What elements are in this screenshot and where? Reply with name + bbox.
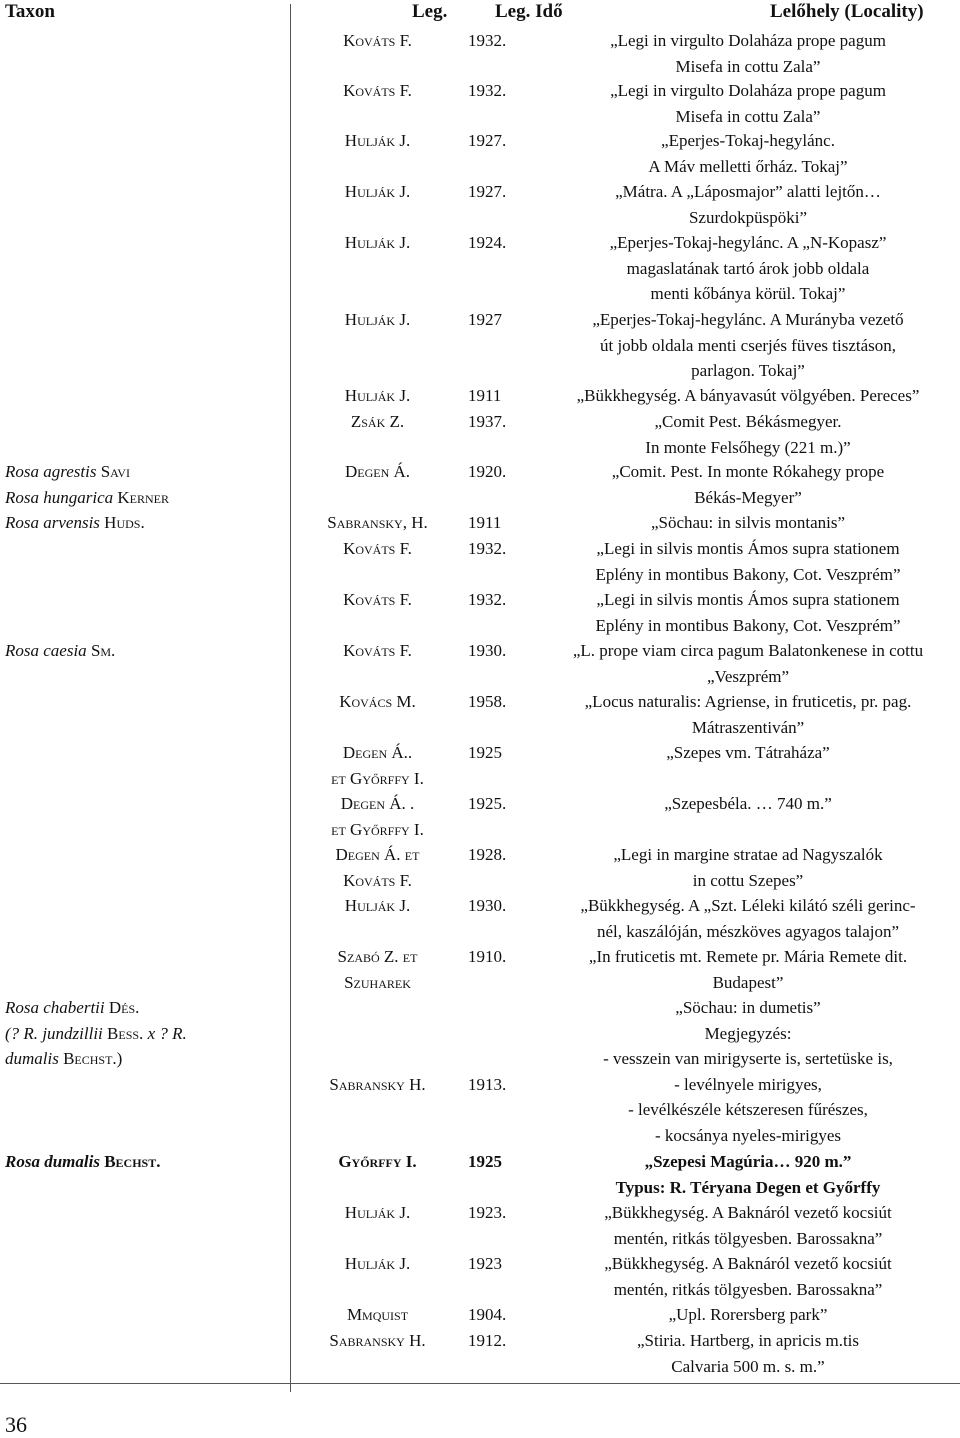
locality-cell-line: „Legi in silvis montis Ámos supra stationem [596, 539, 900, 558]
year-cell [468, 893, 523, 919]
locality-cell-line: Békás-Megyer” [694, 487, 802, 507]
year-cell [468, 791, 523, 817]
locality-cell-line: Mátraszentiván” [691, 717, 805, 737]
year-cell [468, 510, 523, 536]
locality-cell [538, 383, 958, 409]
collector-cell-line: et Győrffy I. [331, 768, 424, 788]
taxon-cell [5, 459, 287, 510]
year-cell [468, 459, 523, 485]
collector-cell [300, 409, 455, 435]
locality-cell [538, 179, 958, 230]
collector-cell-line: et Győrffy I. [331, 819, 424, 839]
page-number: 36 [5, 1412, 27, 1437]
locality-cell [538, 842, 958, 893]
locality-cell [538, 1328, 958, 1379]
locality-cell-line: „Söchau: in dumetis” [675, 998, 821, 1017]
collector-cell-line: Kováts F. [343, 870, 412, 890]
locality-cell-line: út jobb oldala menti cserjés füves tisztáson, [599, 335, 896, 355]
year-cell-line: 1932. [468, 31, 507, 50]
year-cell [468, 842, 523, 868]
locality-cell-line: - levélnyele mirigyes, [674, 1074, 822, 1094]
collector-cell [300, 230, 455, 256]
collector-cell [300, 944, 455, 995]
year-cell-line: 1932. [468, 81, 507, 100]
locality-cell-line: „Söchau: in silvis montanis” [650, 513, 846, 532]
locality-cell-line: menti kőbánya körül. Tokaj” [650, 284, 846, 303]
locality-cell-line: „Legi in virgulto Dolaháza prope pagum [610, 81, 886, 100]
collector-cell-line: Degen Á.. [342, 743, 413, 762]
taxon-cell-line: Rosa caesia Sm. [5, 641, 116, 660]
locality-cell-line: Misefa in cottu Zala” [675, 56, 821, 76]
locality-cell-line: „Comit. Pest. In monte Rókahegy prope [611, 462, 885, 481]
taxon-cell-line: Rosa chabertii Dés. [5, 998, 140, 1017]
locality-cell-line: „Legi in virgulto Dolaháza prope pagum [610, 31, 886, 50]
locality-cell-line: „Szepesbéla. … 740 m.” [664, 794, 832, 813]
locality-cell-line: „Eperjes-Tokaj-hegylánc. A „N-Kopasz” [609, 233, 887, 252]
locality-cell-line: Megjegyzés: [704, 1023, 792, 1043]
year-cell [468, 78, 523, 104]
collector-cell [300, 587, 455, 613]
locality-cell [538, 1149, 958, 1200]
collector-cell-line: Szabó Z. et [337, 947, 418, 966]
year-cell-line: 1927 [468, 310, 502, 329]
collector-cell [300, 128, 455, 154]
year-cell-line: 1927. [468, 131, 507, 150]
taxon-cell-line: Rosa dumalis Bechst. [5, 1152, 161, 1171]
year-cell-line: 1928. [468, 845, 507, 864]
year-cell-line: 1923. [468, 1203, 507, 1222]
year-cell [468, 307, 523, 333]
year-cell-line: 1911 [468, 386, 502, 405]
locality-cell-line: mentén, ritkás tölgyesben. Barossakna” [613, 1228, 883, 1248]
year-cell [468, 689, 523, 715]
locality-cell-line: „Legi in margine stratae ad Nagyszalók [613, 845, 883, 864]
collector-cell-line: Kováts F. [343, 590, 412, 609]
year-cell [468, 1072, 523, 1098]
locality-cell [538, 409, 958, 460]
locality-cell [538, 1200, 958, 1251]
locality-cell-line: „Eperjes-Tokaj-hegylánc. A Murányba vezető [592, 310, 904, 329]
year-cell-line: 1927. [468, 182, 507, 201]
year-cell-line: 1937. [468, 412, 507, 431]
collector-cell [300, 1149, 455, 1175]
header-leg-ido: Leg. Idő [495, 1, 563, 22]
collector-cell [300, 28, 455, 54]
collector-cell [300, 1302, 455, 1328]
locality-cell [538, 995, 958, 1148]
locality-cell-line: Misefa in cottu Zala” [675, 106, 821, 126]
year-cell-line: 1923 [468, 1254, 502, 1273]
locality-cell [538, 510, 958, 536]
taxon-cell-line: Rosa hungarica Kerner [5, 487, 170, 507]
year-cell [468, 28, 523, 54]
collector-cell-line: Kováts F. [343, 539, 412, 558]
year-cell-line: 1924. [468, 233, 507, 252]
year-cell-line: 1913. [468, 1075, 507, 1094]
collector-cell-line: Hulják J. [344, 1254, 411, 1273]
year-cell [468, 1251, 523, 1277]
locality-cell [538, 740, 958, 766]
taxon-cell [5, 638, 287, 664]
collector-cell [300, 740, 455, 791]
locality-cell-line: parlagon. Tokaj” [691, 361, 805, 380]
locality-cell-line: - levélkészéle kétszeresen fűrészes, [628, 1100, 868, 1119]
collector-cell-line: Hulják J. [344, 233, 411, 252]
locality-cell [538, 944, 958, 995]
locality-cell [538, 307, 958, 384]
year-cell-line: 1925 [468, 1152, 502, 1171]
year-cell [468, 740, 523, 766]
year-cell-line: 1912. [468, 1331, 507, 1350]
collector-cell [300, 383, 455, 409]
header-leg: Leg. [412, 1, 448, 22]
locality-cell-line: „Eperjes-Tokaj-hegylánc. [661, 131, 835, 150]
year-cell [468, 587, 523, 613]
collector-cell [300, 536, 455, 562]
locality-cell-line: Eplény in montibus Bakony, Cot. Veszprém” [595, 564, 901, 584]
locality-cell-line: „Locus naturalis: Agriense, in fruticetis, pr. pag. [584, 692, 912, 711]
locality-cell [538, 28, 958, 79]
collector-cell-line: Degen Á. [344, 462, 411, 481]
collector-cell [300, 1200, 455, 1226]
collector-cell-line: Hulják J. [344, 896, 411, 915]
locality-cell [538, 459, 958, 510]
year-cell-line: 1958. [468, 692, 507, 711]
locality-cell-line: „Stiria. Hartberg, in apricis m.tis [636, 1331, 860, 1350]
locality-cell-line: Calvaria 500 m. s. m.” [671, 1356, 825, 1376]
collector-cell [300, 689, 455, 715]
collector-cell-line: Kováts F. [343, 641, 412, 660]
year-cell [468, 409, 523, 435]
locality-cell-line: Budapest” [712, 972, 784, 992]
locality-cell-line: mentén, ritkás tölgyesben. Barossakna” [613, 1279, 883, 1299]
locality-cell-line: „Veszprém” [706, 666, 790, 686]
collector-cell [300, 1251, 455, 1277]
collector-cell-line: Kováts F. [343, 31, 412, 50]
year-cell-line: 1930. [468, 641, 507, 660]
locality-cell-line: „Szepesi Magúria… 920 m.” [644, 1152, 852, 1171]
taxon-cell [5, 995, 287, 1072]
locality-cell-line: In monte Felsőhegy (221 m.)” [645, 437, 851, 457]
collector-cell-line: Hulják J. [344, 1203, 411, 1222]
year-cell-line: 1910. [468, 947, 507, 966]
collector-cell [300, 1072, 455, 1098]
collector-cell-line: Zsák Z. [350, 412, 405, 431]
collector-cell-line: Sabransky H. [329, 1331, 426, 1350]
locality-cell [538, 1251, 958, 1302]
collector-cell-line: Kováts F. [343, 81, 412, 100]
locality-cell-line: Eplény in montibus Bakony, Cot. Veszprém” [595, 615, 901, 635]
taxon-cell-line: (? R. jundzillii Bess. x ? R. [5, 1023, 187, 1043]
collector-cell-line: Szuharek [344, 972, 411, 992]
locality-cell [538, 791, 958, 817]
locality-cell [538, 230, 958, 307]
collector-cell [300, 638, 455, 664]
year-cell-line: 1920. [468, 462, 507, 481]
year-cell-line: 1932. [468, 590, 507, 609]
collector-cell [300, 791, 455, 842]
year-cell-line: 1925. [468, 794, 507, 813]
collector-cell [300, 459, 455, 485]
taxon-cell-line: dumalis Bechst.) [5, 1049, 123, 1068]
locality-cell [538, 689, 958, 740]
year-cell [468, 944, 523, 970]
locality-cell [538, 1302, 958, 1328]
locality-cell-line: nél, kaszálóján, mészköves agyagos talajon” [596, 921, 900, 941]
year-cell [468, 128, 523, 154]
year-cell-line: 1932. [468, 539, 507, 558]
locality-cell-line: A Máv melletti őrház. Tokaj” [648, 156, 848, 176]
locality-cell [538, 78, 958, 129]
locality-cell-line: Typus: R. Téryana Degen et Győrffy [615, 1177, 881, 1197]
taxon-cell [5, 510, 287, 536]
locality-cell-line: „Upl. Rorersberg park” [668, 1305, 828, 1324]
year-cell-line: 1911 [468, 513, 502, 532]
bottom-rule [0, 1383, 960, 1384]
year-cell [468, 383, 523, 409]
collector-cell [300, 893, 455, 919]
collector-cell-line: Hulják J. [344, 182, 411, 201]
locality-cell-line: in cottu Szepes” [692, 870, 804, 890]
year-cell [468, 1149, 523, 1175]
locality-cell [538, 536, 958, 587]
collector-cell-line: Mmquist [346, 1305, 409, 1324]
collector-cell-line: Degen Á. et [335, 845, 420, 864]
locality-cell [538, 128, 958, 179]
locality-cell-line: - kocsánya nyeles-mirigyes [655, 1125, 841, 1145]
locality-cell-line: „Bükkhegység. A „Szt. Léleki kilátó széli gerinc- [580, 896, 916, 915]
collector-cell [300, 78, 455, 104]
collector-cell [300, 179, 455, 205]
year-cell [468, 230, 523, 256]
collector-cell-line: Győrffy I. [338, 1152, 417, 1171]
year-cell [468, 1200, 523, 1226]
locality-cell-line: „Comit Pest. Békásmegyer. [654, 412, 842, 431]
collector-cell-line: Sabransky, H. [327, 513, 428, 532]
year-cell [468, 179, 523, 205]
locality-cell-line: „Bükkhegység. A bányavasút völgyében. Pereces” [576, 386, 920, 405]
collector-cell-line: Hulják J. [344, 386, 411, 405]
year-cell [468, 638, 523, 664]
locality-cell-line: „Szepes vm. Tátraháza” [666, 743, 830, 762]
locality-cell-line: Szurdokpüspöki” [688, 207, 808, 227]
locality-cell-line: magaslatának tartó árok jobb oldala [626, 258, 870, 278]
year-cell-line: 1930. [468, 896, 507, 915]
locality-cell-line: „In fruticetis mt. Remete pr. Mária Remete dit. [588, 947, 908, 966]
locality-cell [538, 638, 958, 689]
taxon-cell-line: Rosa agrestis Savi [5, 462, 130, 481]
collector-cell-line: Degen Á. . [340, 794, 415, 813]
locality-cell-line: - vesszein van mirigyserte is, sertetüske is, [603, 1049, 893, 1068]
locality-cell-line: „L. prope viam circa pagum Balatonkenese in cottu [572, 641, 924, 660]
locality-cell-line: „Legi in silvis montis Ámos supra stationem [596, 590, 900, 609]
collector-cell-line: Hulják J. [344, 131, 411, 150]
locality-cell [538, 893, 958, 944]
collector-cell [300, 842, 455, 893]
year-cell-line: 1925 [468, 743, 502, 762]
collector-cell-line: Hulják J. [344, 310, 411, 329]
year-cell [468, 1328, 523, 1354]
year-cell-line: 1904. [468, 1305, 507, 1324]
locality-cell-line: „Bükkhegység. A Baknáról vezető kocsiút [604, 1254, 892, 1273]
taxon-cell [5, 1149, 287, 1175]
header-lelohely: Lelőhely (Locality) [770, 1, 924, 22]
collector-cell [300, 1328, 455, 1354]
locality-cell-line: „Bükkhegység. A Baknáról vezető kocsiút [604, 1203, 892, 1222]
header-taxon: Taxon [5, 1, 55, 22]
locality-cell-line: „Mátra. A „Láposmajor” alatti lejtőn… [615, 182, 881, 201]
collector-cell-line: Kovács M. [339, 692, 416, 711]
taxon-cell-line: Rosa arvensis Huds. [5, 513, 145, 532]
year-cell [468, 536, 523, 562]
year-cell [468, 1302, 523, 1328]
locality-cell [538, 587, 958, 638]
collector-cell [300, 510, 455, 536]
collector-cell-line: Sabransky H. [329, 1075, 426, 1094]
collector-cell [300, 307, 455, 333]
